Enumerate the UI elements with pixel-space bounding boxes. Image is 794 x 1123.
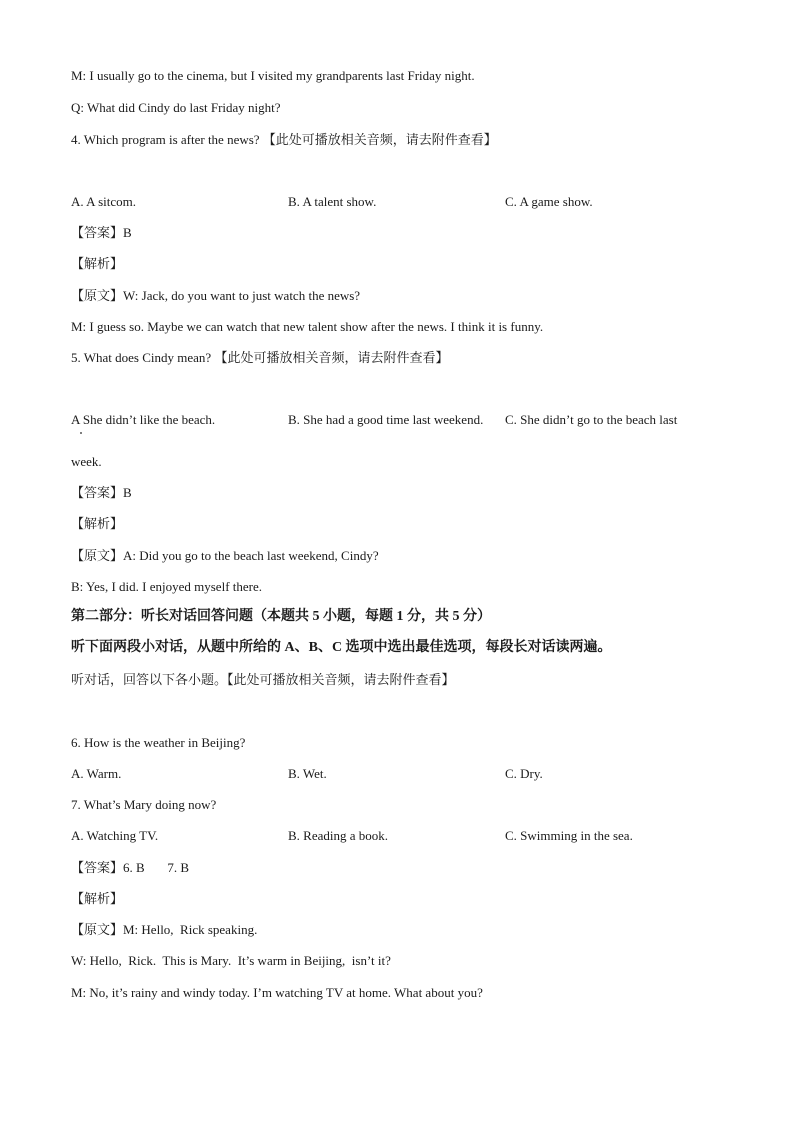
dialogue-line: B: Yes, I did. I enjoyed myself there. (71, 579, 263, 594)
q4-option-a: A. A sitcom. (71, 194, 137, 209)
question-6: 6. How is the weather in Beijing? (71, 735, 246, 750)
section-title: 第二部分：听长对话回答问题（本题共 5 小题，每题 1 分，共 5 分） (71, 609, 491, 624)
answer-label: 【答案】B (71, 485, 132, 500)
option-continuation: week. (71, 454, 102, 469)
transcript-line: 【原文】A: Did you go to the beach last weekend, Cindy? (71, 548, 379, 563)
dialogue-line: M: I usually go to the cinema, but I visited my grandparents last Friday night. (71, 68, 475, 83)
q5-option-c: C. She didn’t go to the beach last (505, 412, 678, 427)
q7-option-a: A. Watching TV. (71, 828, 159, 843)
q4-option-c: C. A game show. (505, 194, 593, 209)
analysis-label: 【解析】 (71, 891, 124, 906)
q5-option-a: A She didn’t like the beach. (71, 412, 216, 427)
analysis-label: 【解析】 (71, 256, 124, 271)
dialogue-line: M: I guess so. Maybe we can watch that new talent show after the news. I think it is funny. (71, 319, 544, 334)
dialogue-line: W: Hello, Rick. This is Mary. It’s warm in Beijing, isn’t it? (71, 953, 391, 968)
question-7: 7. What’s Mary doing now? (71, 797, 217, 812)
q6-option-b: B. Wet. (288, 766, 327, 781)
dialogue-line: M: No, it’s rainy and windy today. I’m watching TV at home. What about you? (71, 985, 483, 1000)
answer-label: 【答案】6. B 7. B (71, 860, 190, 875)
q5-option-b: B. She had a good time last weekend. (288, 412, 484, 427)
question-line: Q: What did Cindy do last Friday night? (71, 100, 281, 115)
q7-option-c: C. Swimming in the sea. (505, 828, 633, 843)
analysis-label: 【解析】 (71, 516, 124, 531)
q6-option-a: A. Warm. (71, 766, 122, 781)
transcript-line: 【原文】W: Jack, do you want to just watch the news? (71, 288, 361, 303)
q7-option-b: B. Reading a book. (288, 828, 389, 843)
answer-label: 【答案】B (71, 225, 132, 240)
listening-prompt: 听对话，回答以下各小题。【此处可播放相关音频，请去附件查看】 (71, 672, 455, 687)
q6-option-c: C. Dry. (505, 766, 543, 781)
question-5: 5. What does Cindy mean? 【此处可播放相关音频，请去附件查看】 (71, 350, 449, 365)
transcript-line: 【原文】M: Hello, Rick speaking. (71, 922, 258, 937)
section-instructions: 听下面两段小对话，从题中所给的 A、B、C 选项中选出最佳选项，每段长对话读两遍。 (71, 640, 612, 655)
q4-option-b: B. A talent show. (288, 194, 377, 209)
question-4: 4. Which program is after the news? 【此处可播放相关音频，请去附件查看】 (71, 132, 497, 147)
stray-dot (80, 432, 82, 434)
